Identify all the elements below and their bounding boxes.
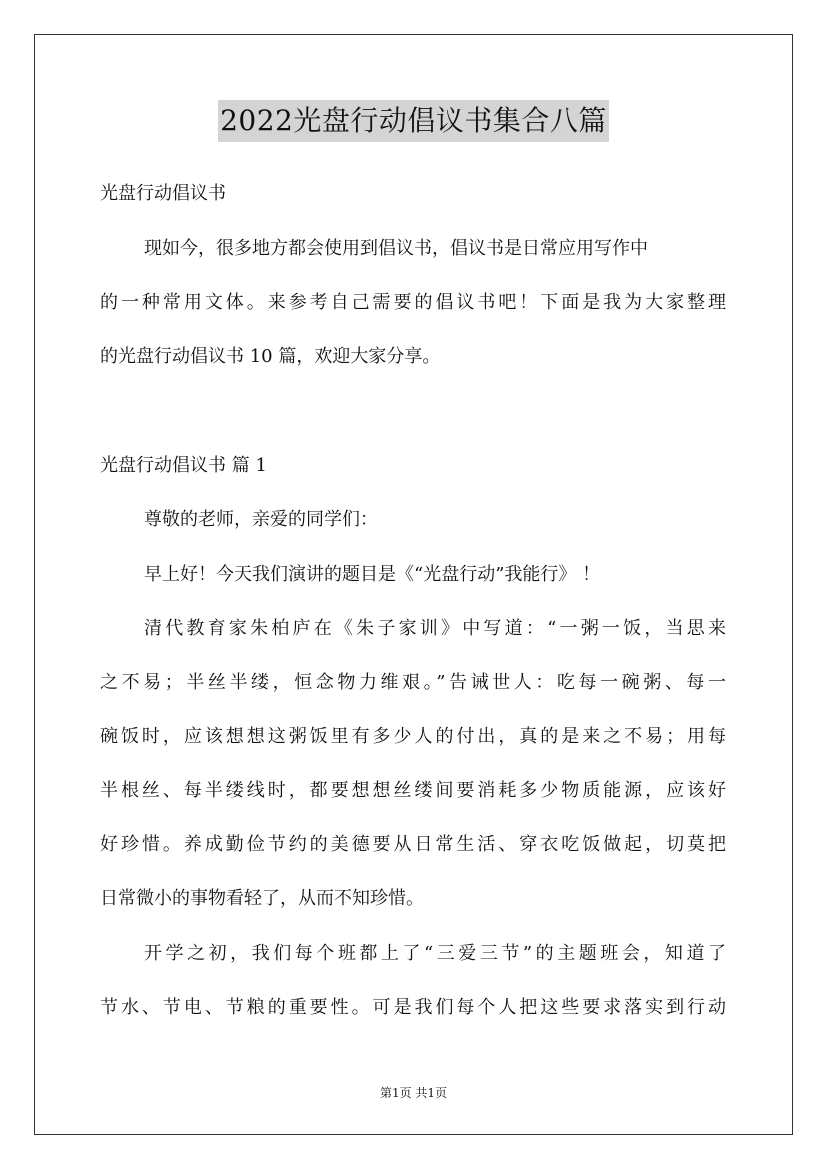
document-title: 2022光盘行动倡议书集合八篇 bbox=[218, 100, 609, 142]
paragraph-line: 碗饭时，应该想想这粥饭里有多少人的付出，真的是来之不易；用每 bbox=[100, 726, 726, 747]
paragraph-line: 节水、节电、节粮的重要性。可是我们每个人把这些要求落实到行动 bbox=[100, 997, 726, 1018]
paragraph-line: 之不易；半丝半缕，恒念物力维艰。”告诫世人：吃每一碗粥、每一 bbox=[100, 672, 726, 693]
paragraph-line: 早上好！今天我们演讲的题目是《“光盘行动”我能行》 ！ bbox=[144, 564, 601, 585]
paragraph-line: 半根丝、每半缕线时，都要想想丝缕间要消耗多少物质能源，应该好 bbox=[100, 780, 726, 801]
page-footer: 第1页 共1页 bbox=[379, 1086, 448, 1100]
paragraph-line: 好珍惜。养成勤俭节约的美德要从日常生活、穿衣吃饭做起，切莫把 bbox=[100, 834, 726, 855]
paragraph-line: 日常微小的事物看轻了，从而不知珍惜。 bbox=[100, 888, 424, 909]
paragraph-line: 的一种常用文体。来参考自己需要的倡议书吧！下面是我为大家整理 bbox=[100, 292, 726, 313]
paragraph-line: 清代教育家朱柏庐在《朱子家训》中写道：“一粥一饭，当思来 bbox=[144, 618, 726, 639]
paragraph-line: 的光盘行动倡议书 10 篇，欢迎大家分享。 bbox=[100, 346, 441, 367]
section-heading: 光盘行动倡议书 bbox=[100, 183, 226, 204]
section-heading: 光盘行动倡议书 篇 1 bbox=[100, 455, 267, 476]
salutation-line: 尊敬的老师，亲爱的同学们： bbox=[144, 509, 378, 530]
paragraph-line: 现如今，很多地方都会使用到倡议书，倡议书是日常应用写作中 bbox=[144, 238, 648, 259]
title-container bbox=[0, 100, 827, 142]
paragraph-line: 开学之初，我们每个班都上了“三爱三节”的主题班会，知道了 bbox=[144, 943, 726, 964]
